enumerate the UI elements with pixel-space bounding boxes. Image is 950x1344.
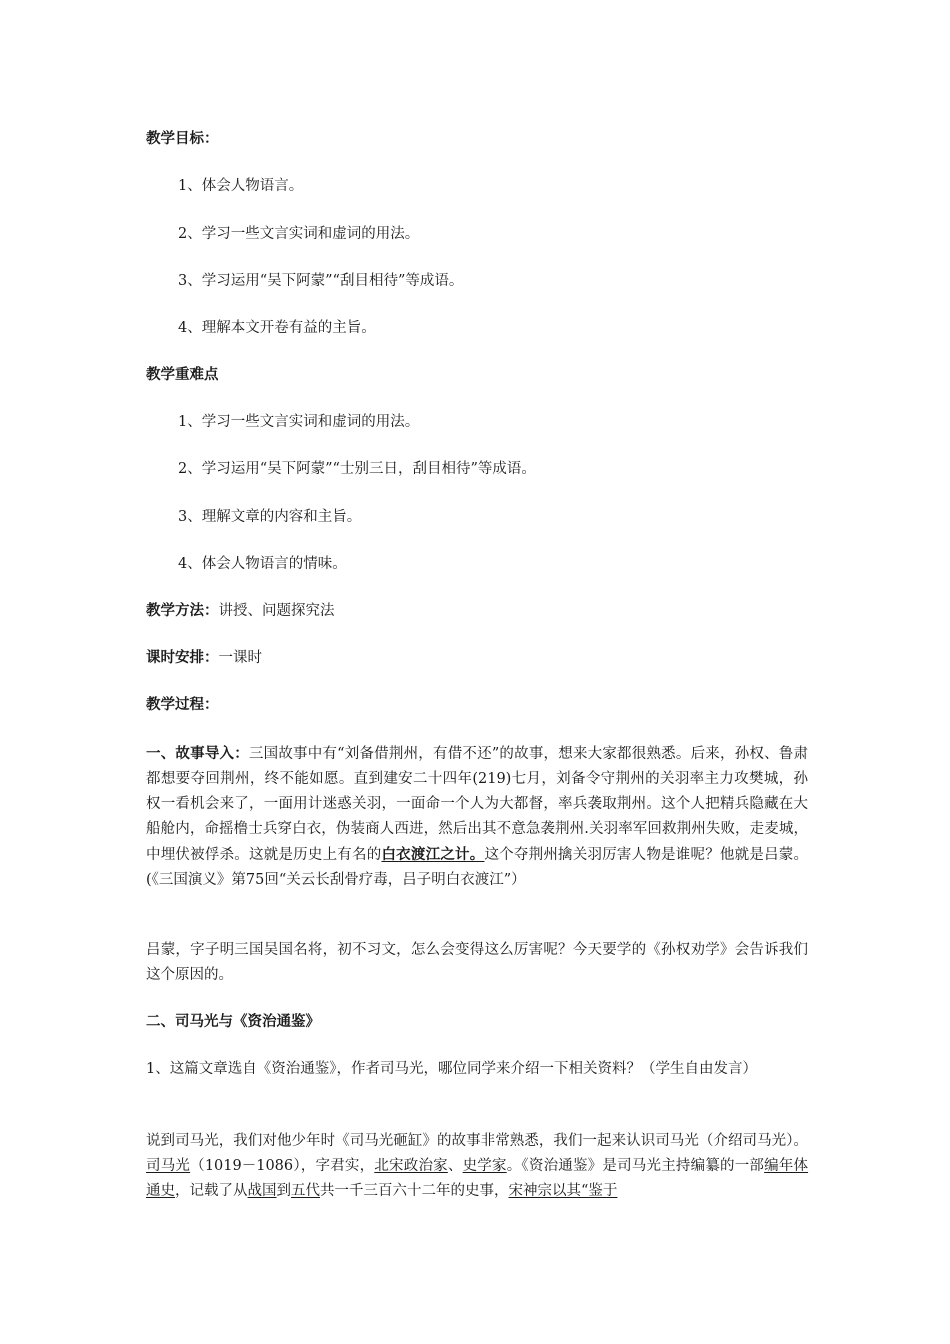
link-politician[interactable]: 北宋政治家 bbox=[374, 1158, 448, 1174]
method-label: 教学方法： bbox=[146, 602, 219, 619]
simaguang-paragraph bbox=[146, 1129, 808, 1204]
goal-item: 3、学习运用“吴下阿蒙”“刮目相待”等成语。 bbox=[178, 273, 464, 289]
story-intro-lead: 一、故事导入： bbox=[146, 745, 249, 762]
keypoint-item: 1、学习一些文言实词和虚词的用法。 bbox=[178, 414, 420, 430]
section2-heading: 二、司马光与《资治通鉴》 bbox=[146, 1013, 320, 1030]
schedule-line bbox=[146, 646, 262, 670]
link-historian[interactable]: 史学家 bbox=[462, 1158, 507, 1174]
story-intro-text-2: 这个夺荆州擒关羽厉害人物是谁呢？他就是吕蒙。(《三国演义》第75回“关云长刮骨疗毒，吕子明白衣渡江”） bbox=[146, 847, 809, 888]
goals-heading: 教学目标： bbox=[146, 130, 219, 147]
simaguang-text: 说到司马光，我们对他少年时《司马光砸缸》的故事非常熟悉，我们一起来认识司马光（介绍司马光）。 bbox=[146, 1133, 808, 1149]
simaguang-text: 。《资治通鉴》是司马光主持编纂的一部 bbox=[506, 1158, 765, 1174]
question-1: 1、这篇文章选自《资治通鉴》，作者司马光，哪位同学来介绍一下相关资料？（学生自由发言） bbox=[146, 1061, 757, 1077]
story-intro-paragraph bbox=[146, 741, 808, 893]
method-line bbox=[146, 599, 335, 623]
link-chronicle[interactable]: 编年体通史 bbox=[146, 1158, 809, 1199]
keypoint-item: 2、学习运用“吴下阿蒙”“士别三日，刮目相待”等成语。 bbox=[178, 461, 536, 477]
baiyi-dujiang-link[interactable]: 白衣渡江之计。 bbox=[381, 846, 485, 863]
link-simaguang[interactable]: 司马光 bbox=[146, 1158, 191, 1174]
keypoints-heading: 教学重难点 bbox=[146, 366, 219, 383]
keypoint-item: 4、体会人物语言的情味。 bbox=[178, 556, 347, 572]
lvmeng-paragraph: 吕蒙，字子明三国吴国名将，初不习文，怎么会变得这么厉害呢？今天要学的《孙权劝学》会告诉我们这个原因的。 bbox=[146, 942, 808, 983]
simaguang-text: （1019－1086），字君实， bbox=[190, 1158, 375, 1174]
link-five-dynasties[interactable]: 五代 bbox=[291, 1183, 320, 1199]
simaguang-text: 、 bbox=[447, 1158, 463, 1174]
link-shenzong[interactable]: 宋神宗以其“鉴于 bbox=[508, 1183, 618, 1199]
simaguang-text: ，记载了从 bbox=[175, 1183, 248, 1199]
keypoint-item: 3、理解文章的内容和主旨。 bbox=[178, 509, 362, 525]
simaguang-text: 共一千三百六十二年的史事， bbox=[320, 1183, 509, 1199]
goal-item: 2、学习一些文言实词和虚词的用法。 bbox=[178, 226, 420, 242]
link-warring-states[interactable]: 战国 bbox=[247, 1183, 277, 1199]
simaguang-text: 到 bbox=[276, 1183, 291, 1199]
goal-item: 4、理解本文开卷有益的主旨。 bbox=[178, 320, 376, 336]
process-heading: 教学过程： bbox=[146, 696, 219, 713]
method-value: 讲授、问题探究法 bbox=[218, 603, 335, 619]
schedule-label: 课时安排： bbox=[146, 649, 219, 666]
schedule-value: 一课时 bbox=[218, 650, 262, 666]
story-intro-text: 三国故事中有“刘备借荆州，有借不还”的故事，想来大家都很熟悉。后来，孙权、鲁肃都想要夺回荆州，终不能如愿。直到建安二十四年(219)七月，刘备令守荆州的关羽率主力攻樊城，孙权一看机会来了，一面用计迷惑关羽，一面命一个人为大都督，率兵袭取荆州。这个人把精兵隐藏在大船舱内，命摇橹士兵穿白衣，伪装商人西进，然后出其不意急袭荆州.关羽率军回救荆州失败，走麦城，中埋伏被俘杀。这就是历史上有名的 bbox=[146, 746, 809, 863]
goal-item: 1、体会人物语言。 bbox=[178, 178, 304, 194]
